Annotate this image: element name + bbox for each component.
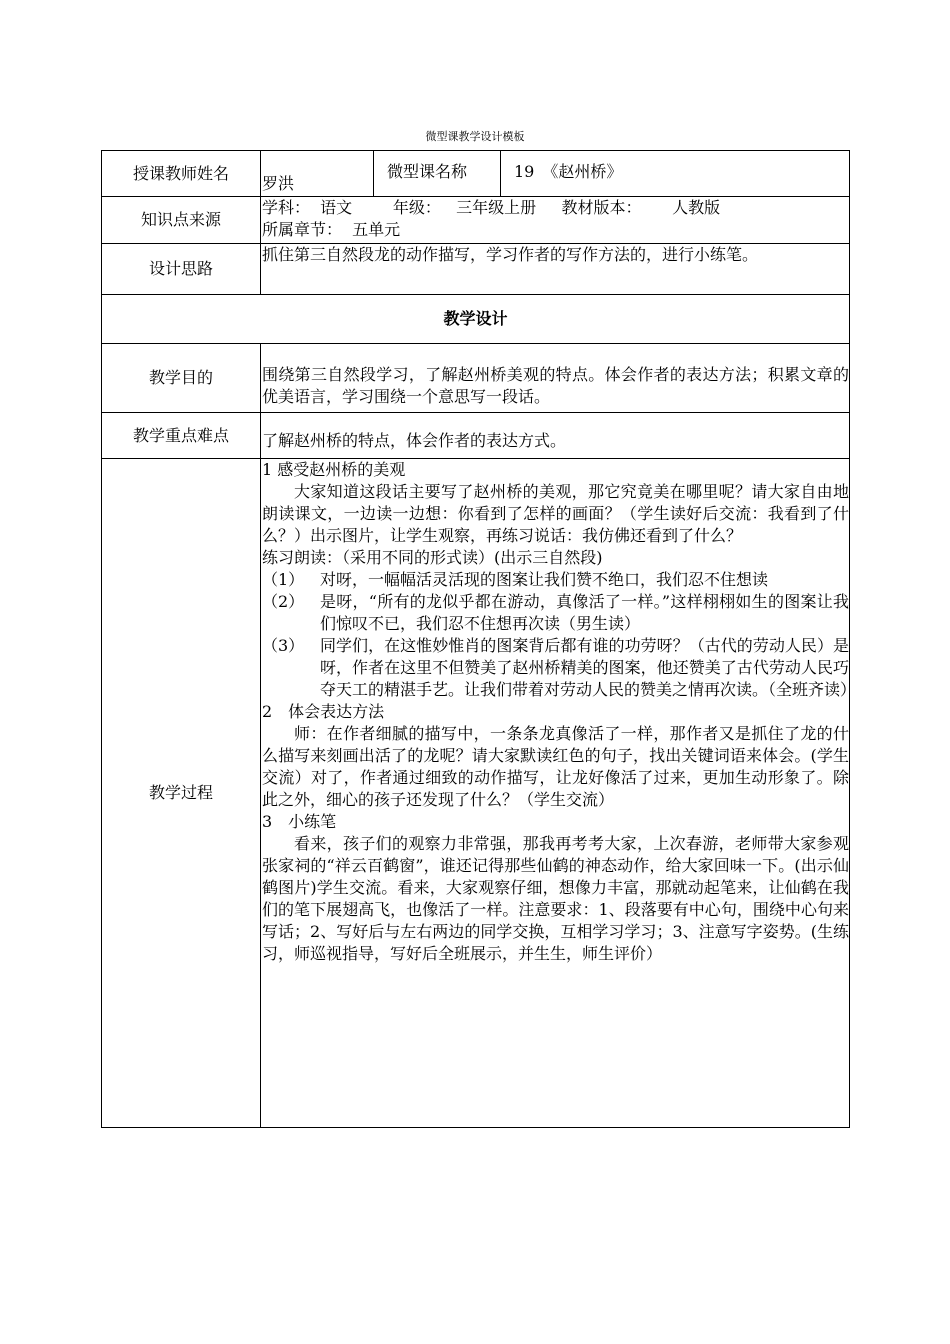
- reading-item-1: [262, 569, 849, 591]
- section-2-paragraph: 师：在作者细腻的描写中，一条条龙真像活了一样，那作者又是抓住了龙的什么描写来刻画出活了的龙呢？请大家默读红色的句子，找出关键词语来体会。(学生交流）对了，作者通过细致的动作描写，让龙好像活了过来，更加生动形象了。除此之外，细心的孩子还发现了什么？（学生交流）: [262, 724, 849, 809]
- document-title: 微型课教学设计模板: [425, 130, 525, 143]
- course-label-cell: [374, 151, 501, 197]
- item-text: 是呀，“所有的龙似乎都在游动，真像活了一样。”这样栩栩如生的图案让我们惊叹不已，我们忍不住想再次读（男生读）: [320, 592, 849, 633]
- idea-cell: [261, 244, 850, 295]
- key-text: 了解赵州桥的特点，体会作者的表达方式。: [262, 431, 567, 450]
- course-name-cell: [501, 151, 850, 197]
- design-heading: 教学设计: [102, 295, 850, 344]
- section-1-title: 1 感受赵州桥的美观: [262, 460, 406, 479]
- process-cell: [261, 459, 857, 1128]
- idea-row: [102, 244, 850, 295]
- item-number: （3）: [262, 636, 305, 655]
- section-1-paragraph: 大家知道这段话主要写了赵州桥的美观，那它究竟美在哪里呢？请大家自由地朗读课文，一边读一边想：你看到了怎样的画面？（学生读好后交流：我看到了什么？）出示图片，让学生观察，再练习说话：我仿佛还看到了什么？: [262, 482, 849, 545]
- section-3-title: 3 小练笔: [262, 812, 337, 831]
- goal-row: [102, 344, 850, 413]
- process-row: [102, 459, 850, 1128]
- source-row: [102, 197, 850, 244]
- key-row: [102, 413, 850, 459]
- key-label: 教学重点难点: [102, 413, 261, 459]
- process-label: 教学过程: [102, 459, 261, 1128]
- teacher-row: [102, 151, 850, 197]
- teacher-name: 罗洪: [262, 174, 295, 193]
- source-cell: [261, 197, 850, 244]
- course-label: 微型课名称: [387, 162, 468, 181]
- item-text: 同学们，在这惟妙惟肖的图案背后都有谁的功劳呀？（古代的劳动人民）是呀，作者在这里不但赞美了赵州桥精美的图案，他还赞美了古代劳动人民巧夺天工的精湛手艺。让我们带着对劳动人民的赞美之情再次读。（全班齐读）: [320, 636, 857, 699]
- reading-item-3: [262, 635, 857, 701]
- course-name: 19 《赵州桥》: [514, 162, 623, 181]
- source-subject-line: 学科： 语文 年级： 三年级上册 教材版本： 人教版: [262, 198, 721, 217]
- key-cell: [261, 413, 850, 459]
- section-2-title: 2 体会表达方法: [262, 702, 385, 721]
- teacher-label: 授课教师姓名: [102, 151, 261, 197]
- section-3-paragraph: 看来，孩子们的观察力非常强，那我再考考大家，上次春游，老师带大家参观张家祠的“祥云百鹤窗”，谁还记得那些仙鹤的神态动作，给大家回味一下。(出示仙鹤图片)学生交流。看来，大家观察仔细，想像力丰富，那就动起笔来，让仙鹤在我们的笔下展翅高飞，也像活了一样。注意要求：1、段落要有中心句，围绕中心句来写话；2、写好后与左右两边的同学交换，互相学习学习；3、注意写字姿势。(生练习，师巡视指导，写好后全班展示，并生生，师生评价）: [262, 834, 849, 963]
- item-number: （1）: [262, 570, 305, 589]
- idea-label: 设计思路: [102, 244, 261, 295]
- reading-item-2: [262, 591, 849, 635]
- source-label: 知识点来源: [102, 197, 261, 244]
- lesson-design-table: [101, 150, 857, 1128]
- item-number: （2）: [262, 592, 305, 611]
- idea-text: 抓住第三自然段龙的动作描写，学习作者的写作方法的，进行小练笔。: [262, 245, 759, 264]
- goal-cell: [261, 344, 850, 413]
- teacher-name-cell: [261, 151, 374, 197]
- goal-label: 教学目的: [102, 344, 261, 413]
- reading-practice-line: 练习朗读：（采用不同的形式读）(出示三自然段): [262, 548, 603, 567]
- goal-text: 围绕第三自然段学习，了解赵州桥美观的特点。体会作者的表达方法；积累文章的优美语言，学习围绕一个意思写一段话。: [262, 365, 849, 406]
- source-chapter-line: 所属章节： 五单元: [262, 220, 401, 239]
- item-text: 对呀，一幅幅活灵活现的图案让我们赞不绝口，我们忍不住想读: [320, 570, 769, 589]
- design-heading-row: [102, 295, 850, 344]
